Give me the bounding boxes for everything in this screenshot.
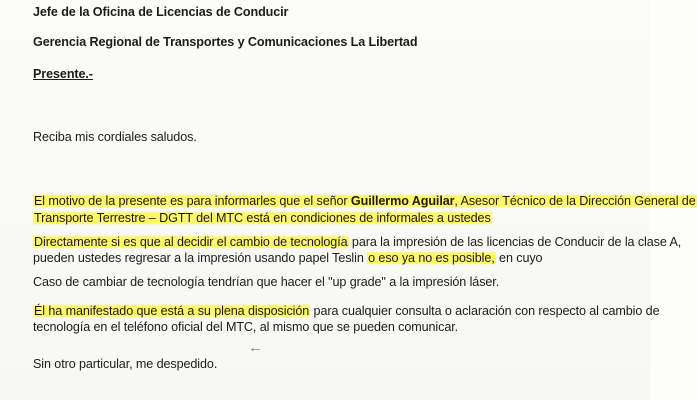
p2-text-c: pueden ustedes regresar a la impresión usando papel Teslin [33,251,368,265]
p1-text-b: , Asesor Técnico de la Dirección General de [454,194,696,208]
p1-text-a: El motivo de la presente es para informarles que el señor [34,194,351,208]
paragraph-3: Caso de cambiar de tecnología tendrían que hacer el "up grade" a la impresión láser. [33,275,500,289]
greeting: Reciba mis cordiales saludos. [33,130,197,144]
paragraph-2-line-2 [33,250,542,266]
highlight [33,194,697,208]
paragraph-2-line-1 [33,234,681,250]
addressee-org: Gerencia Regional de Transportes y Comunicaciones La Libertad [33,35,418,49]
paragraph-1-line-2 [33,210,492,226]
p2-highlight-a: Directamente si es que al decidir el cambio de tecnología [34,235,348,249]
paragraph-4-line-1 [33,303,660,319]
p2-text-e: en cuyo [495,251,543,265]
person-name: Guillermo Aguilar [350,194,455,208]
p2-text-b: para la impresión de las licencias de Conducir de la clase A, [348,235,682,249]
addressee-title: Jefe de la Oficina de Licencias de Conducir [33,5,289,19]
p4-text-b: para cualquier consulta o aclaración con respecto al cambio de [310,304,660,318]
paragraph-4-line-2: tecnología en el teléfono oficial del MTC, al mismo que se pueden comunicar. [33,320,459,334]
closing: Sin otro particular, me despedido. [33,357,218,371]
presente-label: Presente.- [33,67,93,81]
p2-highlight-d: o eso ya no es posible, [368,251,495,265]
pen-arrow-icon: ← [248,339,263,356]
p4-highlight-a: Él ha manifestado que está a su plena disposición [34,304,310,318]
paragraph-1-line-1 [33,193,697,209]
p1-text-c: Transporte Terrestre – DGTT del MTC está en condiciones de informales a ustedes [34,211,491,225]
